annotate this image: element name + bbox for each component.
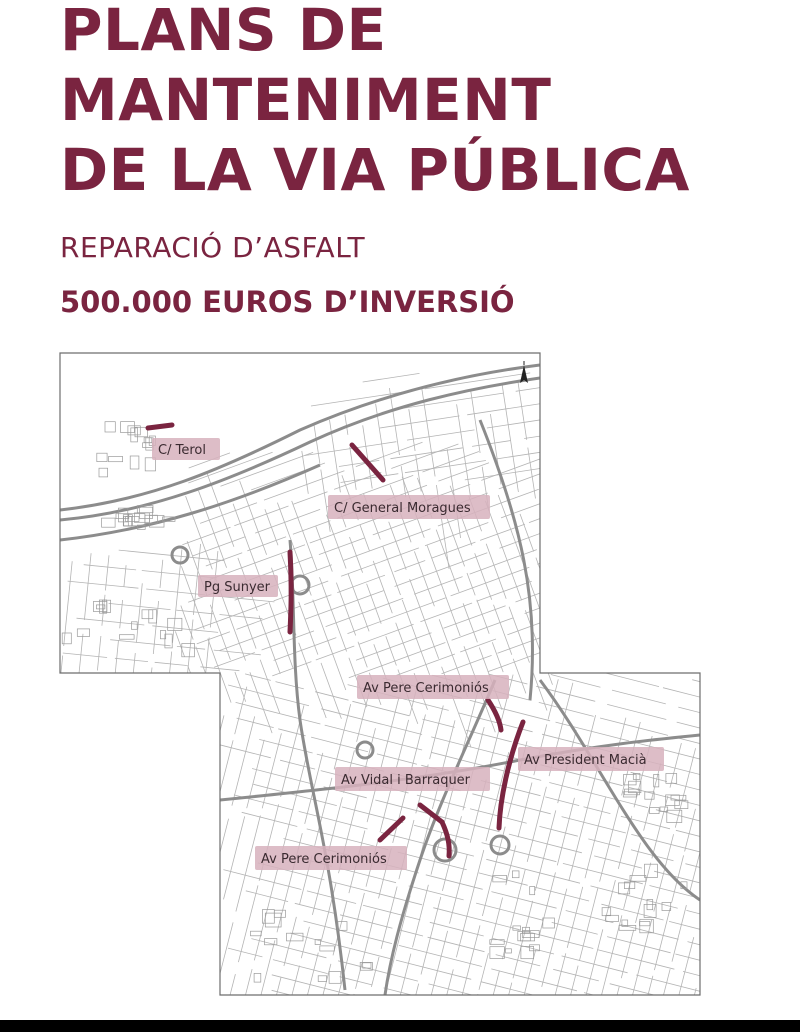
investment-amount: 500.000 EUROS D’INVERSIÓ — [60, 285, 515, 319]
street-label-av-pere-cerimonios-south — [255, 846, 407, 870]
street-label-av-vidal-i-barraquer — [335, 767, 490, 791]
street-line — [543, 552, 611, 577]
street-line — [544, 539, 572, 615]
street-label-c-general-moragues — [328, 495, 490, 519]
street-line — [117, 677, 201, 685]
street-label-text: Av Vidal i Barraquer — [341, 773, 471, 788]
street-label-text: Av Pere Cerimoniós — [261, 852, 387, 867]
street-line — [337, 994, 354, 1010]
street-line — [537, 537, 612, 565]
street-line — [198, 912, 220, 998]
street-line — [542, 435, 557, 534]
street-map — [0, 340, 800, 1010]
street-line — [705, 884, 752, 896]
street-label-pg-sunyer — [198, 575, 278, 597]
street-label-text: Av President Macià — [524, 753, 647, 768]
street-line — [514, 995, 539, 1010]
street-label-text: Av Pere Cerimoniós — [363, 681, 489, 696]
street-label-text: C/ General Moragues — [334, 501, 471, 516]
street-label-text: C/ Terol — [158, 443, 206, 458]
street-line — [666, 998, 724, 1010]
street-label-av-pere-cerimonios-north — [357, 675, 509, 699]
street-line — [52, 656, 63, 761]
street-line — [540, 480, 573, 485]
street-label-c-terol — [152, 438, 220, 460]
street-line — [146, 668, 152, 731]
street-line — [356, 998, 369, 1010]
title-line-2: MANTENIMENT — [60, 66, 552, 134]
title-line-3: DE LA VIA PÚBLICA — [60, 136, 690, 204]
repaired-segment-pg-sunyer — [290, 552, 291, 632]
street-label-av-president-macia — [518, 747, 664, 771]
subtitle: REPARACIÓ D’ASFALT — [60, 231, 366, 264]
bottom-bar — [0, 1020, 800, 1032]
street-line — [467, 994, 478, 1010]
title-line-1: PLANS DE — [60, 0, 387, 64]
street-line — [544, 450, 645, 487]
street-line — [249, 1000, 316, 1010]
street-label-text: Pg Sunyer — [204, 580, 270, 595]
repaired-segment-c-terol — [148, 425, 172, 428]
